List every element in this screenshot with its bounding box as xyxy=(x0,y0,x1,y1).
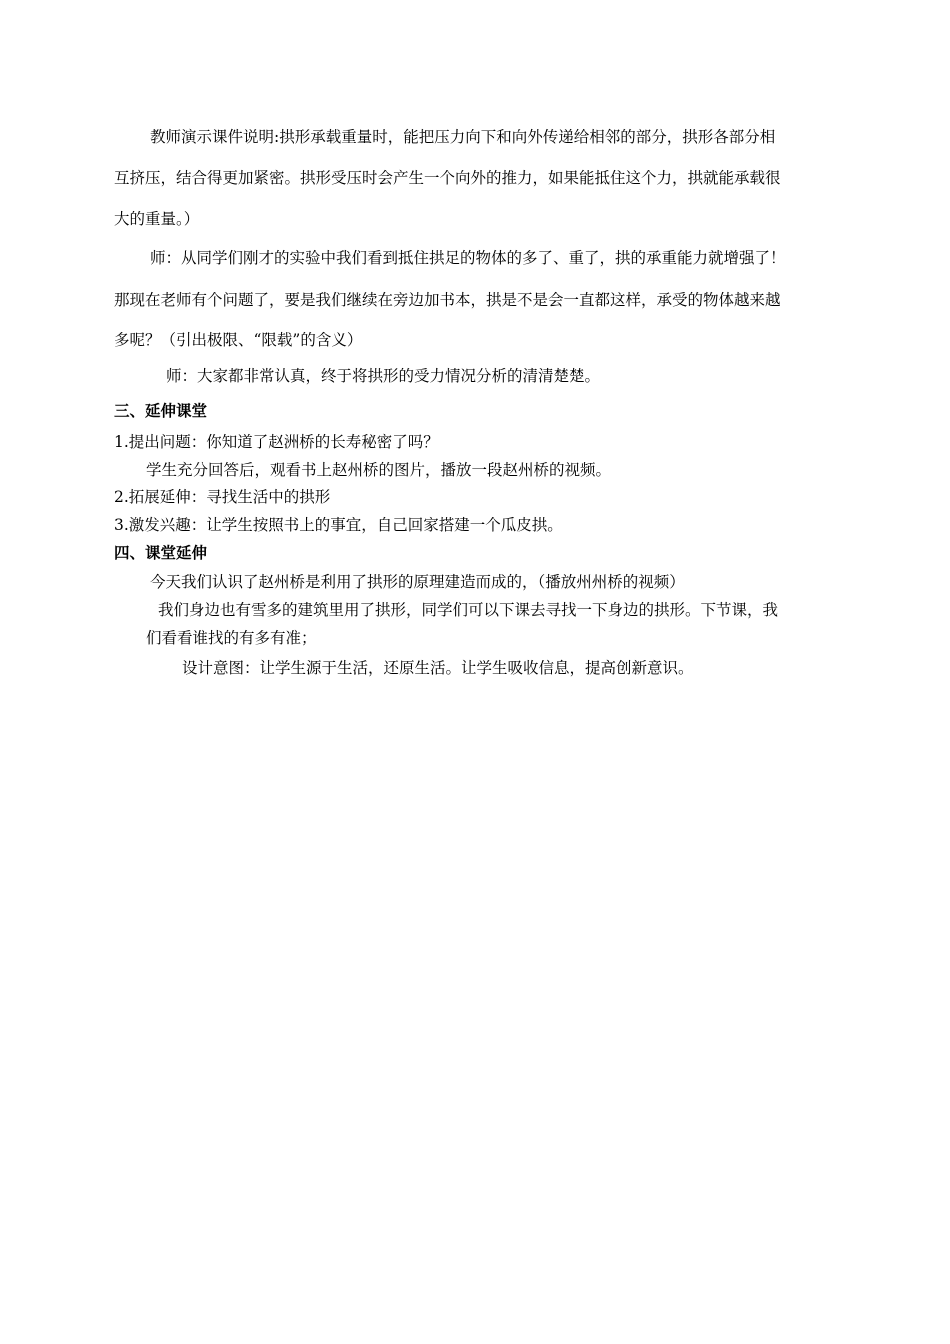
list-item: 2.拓展延伸：寻找生活中的拱形 xyxy=(114,488,331,506)
paragraph-line: 们看看谁找的有多有准； xyxy=(146,629,317,647)
section-heading: 三、延伸课堂 xyxy=(114,402,208,420)
list-item: 1.提出问题：你知道了赵洲桥的长寿秘密了吗？ xyxy=(114,433,439,451)
paragraph-line: 多呢？（引出极限、“限载”的含义） xyxy=(114,331,363,349)
paragraph-line: 教师演示课件说明:拱形承载重量时，能把压力向下和向外传递给相邻的部分，拱形各部分相 xyxy=(150,128,776,146)
list-item: 3.激发兴趣：让学生按照书上的事宜，自己回家搭建一个瓜皮拱。 xyxy=(114,516,563,534)
list-item-note: 学生充分回答后，观看书上赵州桥的图片，播放一段赵州桥的视频。 xyxy=(146,461,612,479)
paragraph-line: 师：从同学们刚才的实验中我们看到抵住拱足的物体的多了、重了，拱的承重能力就增强了！ xyxy=(150,249,786,267)
paragraph-line: 今天我们认识了赵州桥是利用了拱形的原理建造而成的，（播放州州桥的视频） xyxy=(150,573,685,591)
section-heading: 四、课堂延伸 xyxy=(114,544,208,562)
paragraph-line: 师：大家都非常认真，终于将拱形的受力情况分析的清清楚楚。 xyxy=(166,367,601,385)
paragraph-line: 我们身边也有雪多的建筑里用了拱形，同学们可以下课去寻找一下身边的拱形。下节课，我 xyxy=(158,601,779,619)
paragraph-line: 大的重量。） xyxy=(114,210,200,228)
paragraph-line: 互挤压，结合得更加紧密。拱形受压时会产生一个向外的推力，如果能抵住这个力，拱就能承载很 xyxy=(114,169,781,187)
design-intent: 设计意图：让学生源于生活，还原生活。让学生吸收信息，提高创新意识。 xyxy=(182,659,694,677)
paragraph-line: 那现在老师有个问题了，要是我们继续在旁边加书本，拱是不是会一直都这样，承受的物体越来越 xyxy=(114,291,781,309)
